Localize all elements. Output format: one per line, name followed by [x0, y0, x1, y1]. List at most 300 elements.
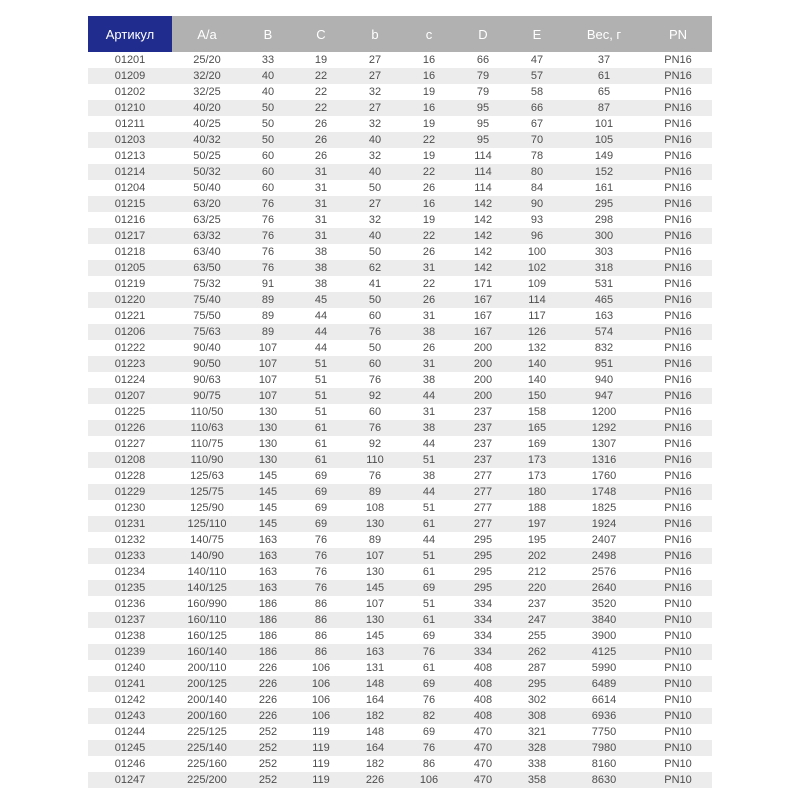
- cell: 200/110: [187, 662, 227, 674]
- cell: 163: [594, 310, 614, 322]
- cell: PN10: [664, 742, 692, 754]
- cell: 107: [258, 374, 278, 386]
- cell: 220: [527, 582, 547, 594]
- cell: 63/20: [193, 198, 221, 210]
- cell: 69: [422, 726, 436, 738]
- cell: 300: [594, 230, 614, 242]
- cell: 41: [368, 278, 382, 290]
- cell: 90: [530, 198, 544, 210]
- cell: 237: [473, 454, 493, 466]
- cell: 01245: [114, 742, 146, 754]
- cell: 1307: [591, 438, 617, 450]
- cell: 182: [365, 710, 385, 722]
- cell: 149: [594, 150, 614, 162]
- table-row: [88, 644, 712, 660]
- cell: 69: [422, 630, 436, 642]
- cell: 01237: [114, 614, 146, 626]
- cell: 38: [422, 422, 436, 434]
- cell: 91: [261, 278, 275, 290]
- cell: 160/990: [187, 598, 227, 610]
- cell: 96: [530, 230, 544, 242]
- table-row: [88, 212, 712, 228]
- cell: 951: [594, 358, 614, 370]
- cell: 01246: [114, 758, 146, 770]
- cell: 145: [258, 486, 278, 498]
- cell: 63/40: [193, 246, 221, 258]
- cell: 01243: [114, 710, 146, 722]
- cell: 318: [594, 262, 614, 274]
- cell: 164: [365, 742, 385, 754]
- cell: 22: [422, 134, 436, 146]
- cell: 140/75: [190, 534, 224, 546]
- cell: 69: [314, 486, 328, 498]
- cell: 186: [258, 630, 278, 642]
- cell: 25/20: [193, 54, 221, 66]
- cell: 33: [261, 54, 275, 66]
- cell: PN16: [664, 374, 692, 386]
- cell: 186: [258, 598, 278, 610]
- cell: 76: [314, 534, 328, 546]
- cell: 16: [422, 54, 436, 66]
- cell: 225/200: [187, 774, 227, 786]
- cell: 76: [261, 198, 275, 210]
- cell: 165: [527, 422, 547, 434]
- cell: 106: [311, 694, 331, 706]
- cell: 6614: [591, 694, 617, 706]
- cell: 142: [473, 230, 493, 242]
- cell: 86: [422, 758, 436, 770]
- cell: PN16: [664, 566, 692, 578]
- cell: 1292: [591, 422, 617, 434]
- cell: 90/63: [193, 374, 221, 386]
- cell: 247: [527, 614, 547, 626]
- cell: 47: [530, 54, 544, 66]
- cell: 408: [473, 710, 493, 722]
- cell: 01206: [114, 326, 146, 338]
- cell: 76: [314, 566, 328, 578]
- cell: 160/140: [187, 646, 227, 658]
- cell: 131: [365, 662, 385, 674]
- cell: 237: [527, 598, 547, 610]
- cell: 1825: [591, 502, 617, 514]
- cell: 334: [473, 614, 493, 626]
- col-header-C: C: [294, 16, 348, 52]
- cell: 95: [476, 118, 490, 130]
- cell: 40/32: [193, 134, 221, 146]
- cell: 298: [594, 214, 614, 226]
- cell: 67: [530, 118, 544, 130]
- cell: 197: [527, 518, 547, 530]
- cell: 130: [258, 438, 278, 450]
- cell: 164: [365, 694, 385, 706]
- cell: 38: [422, 326, 436, 338]
- table-row: [88, 516, 712, 532]
- cell: 574: [594, 326, 614, 338]
- cell: PN16: [664, 118, 692, 130]
- cell: 6936: [591, 710, 617, 722]
- cell: 106: [311, 678, 331, 690]
- cell: 51: [422, 502, 436, 514]
- cell: 2640: [591, 582, 617, 594]
- table-row: [88, 372, 712, 388]
- col-header-artikul: Артикул: [88, 16, 172, 52]
- cell: 126: [527, 326, 547, 338]
- cell: 5990: [591, 662, 617, 674]
- cell: 51: [422, 550, 436, 562]
- table-row: [88, 612, 712, 628]
- col-header-c: c: [402, 16, 456, 52]
- table-row: [88, 260, 712, 276]
- cell: 19: [314, 54, 328, 66]
- cell: 01207: [114, 390, 146, 402]
- cell: 3840: [591, 614, 617, 626]
- cell: 32/25: [193, 86, 221, 98]
- cell: 90/40: [193, 342, 221, 354]
- cell: 60: [261, 166, 275, 178]
- cell: 31: [422, 358, 436, 370]
- cell: 69: [314, 518, 328, 530]
- cell: 61: [422, 566, 436, 578]
- cell: 225/140: [187, 742, 227, 754]
- cell: 145: [258, 470, 278, 482]
- cell: 76: [261, 230, 275, 242]
- cell: 87: [597, 102, 611, 114]
- cell: PN16: [664, 262, 692, 274]
- cell: 117: [528, 310, 546, 322]
- col-header-D: D: [456, 16, 510, 52]
- cell: 60: [261, 182, 275, 194]
- table-row: [88, 84, 712, 100]
- cell: 69: [422, 582, 436, 594]
- cell: 26: [422, 342, 436, 354]
- table-row: [88, 436, 712, 452]
- cell: 01214: [114, 166, 146, 178]
- table-row: [88, 276, 712, 292]
- cell: 167: [473, 294, 493, 306]
- cell: 75/32: [193, 278, 221, 290]
- cell: 100: [527, 246, 547, 258]
- cell: 01204: [114, 182, 146, 194]
- cell: 152: [594, 166, 614, 178]
- cell: 51: [314, 406, 328, 418]
- cell: 01218: [114, 246, 146, 258]
- cell: PN16: [664, 486, 692, 498]
- cell: 1200: [591, 406, 617, 418]
- cell: 60: [368, 406, 382, 418]
- cell: 22: [314, 102, 328, 114]
- cell: 38: [314, 262, 328, 274]
- table-row: [88, 500, 712, 516]
- cell: 31: [314, 214, 328, 226]
- cell: 338: [527, 758, 547, 770]
- table-row: [88, 756, 712, 772]
- cell: 31: [422, 406, 436, 418]
- cell: 3900: [591, 630, 617, 642]
- cell: 145: [365, 582, 385, 594]
- cell: 69: [422, 678, 436, 690]
- cell: 308: [527, 710, 547, 722]
- cell: 01213: [114, 150, 146, 162]
- cell: 26: [422, 294, 436, 306]
- cell: 61: [314, 454, 328, 466]
- cell: 61: [597, 70, 611, 82]
- cell: 31: [422, 310, 436, 322]
- cell: 40: [368, 134, 382, 146]
- cell: 50: [368, 342, 382, 354]
- cell: 63/25: [193, 214, 221, 226]
- cell: 01232: [114, 534, 146, 546]
- cell: 79: [476, 70, 490, 82]
- cell: PN16: [664, 70, 692, 82]
- cell: 22: [422, 166, 436, 178]
- cell: 01247: [114, 774, 146, 786]
- cell: PN16: [664, 470, 692, 482]
- cell: 38: [422, 470, 436, 482]
- cell: 44: [422, 390, 436, 402]
- cell: 408: [473, 694, 493, 706]
- cell: 163: [365, 646, 385, 658]
- cell: 226: [258, 694, 278, 706]
- table-row: [88, 292, 712, 308]
- cell: 107: [258, 342, 278, 354]
- cell: PN16: [664, 182, 692, 194]
- cell: 130: [258, 422, 278, 434]
- cell: 01201: [114, 54, 146, 66]
- cell: 130: [365, 614, 385, 626]
- cell: 01227: [114, 438, 146, 450]
- col-header-weight: Вес, г: [564, 16, 644, 52]
- cell: 76: [261, 246, 275, 258]
- cell: 32: [368, 214, 382, 226]
- cell: 130: [258, 406, 278, 418]
- cell: 01230: [114, 502, 146, 514]
- cell: 01216: [114, 214, 146, 226]
- cell: 61: [314, 438, 328, 450]
- table-header: [88, 16, 712, 52]
- cell: 66: [476, 54, 490, 66]
- cell: 01221: [114, 310, 146, 322]
- cell: 125/75: [190, 486, 224, 498]
- cell: 160/110: [187, 614, 227, 626]
- cell: 01228: [114, 470, 146, 482]
- cell: 44: [314, 342, 328, 354]
- cell: PN16: [664, 358, 692, 370]
- cell: 90/75: [193, 390, 221, 402]
- cell: 92: [368, 390, 382, 402]
- cell: 50: [261, 134, 275, 146]
- cell: PN16: [664, 438, 692, 450]
- cell: 01233: [114, 550, 146, 562]
- cell: 334: [473, 598, 493, 610]
- cell: 106: [311, 710, 331, 722]
- cell: 163: [258, 534, 278, 546]
- table-row: [88, 340, 712, 356]
- cell: 86: [314, 614, 328, 626]
- cell: PN16: [664, 342, 692, 354]
- cell: PN16: [664, 582, 692, 594]
- cell: 76: [314, 550, 328, 562]
- cell: 186: [258, 614, 278, 626]
- cell: 226: [258, 662, 278, 674]
- cell: 22: [422, 278, 436, 290]
- cell: 252: [258, 774, 278, 786]
- cell: 75/63: [193, 326, 221, 338]
- cell: 26: [314, 118, 328, 130]
- cell: 22: [314, 70, 328, 82]
- cell: 167: [473, 326, 493, 338]
- cell: 408: [473, 678, 493, 690]
- cell: 277: [473, 486, 493, 498]
- cell: 76: [368, 374, 382, 386]
- cell: PN16: [664, 422, 692, 434]
- cell: 130: [365, 566, 385, 578]
- cell: 27: [368, 54, 382, 66]
- table-body: [88, 52, 712, 788]
- cell: 107: [258, 358, 278, 370]
- cell: 40: [368, 166, 382, 178]
- cell: 142: [473, 246, 493, 258]
- product-dimensions-table-container: [88, 16, 712, 788]
- cell: 161: [594, 182, 614, 194]
- cell: 140/110: [187, 566, 227, 578]
- cell: 61: [422, 662, 436, 674]
- cell: 27: [368, 198, 382, 210]
- cell: PN16: [664, 166, 692, 178]
- table-row: [88, 244, 712, 260]
- cell: 65: [597, 86, 611, 98]
- cell: 89: [368, 486, 382, 498]
- cell: 60: [368, 358, 382, 370]
- table-row: [88, 564, 712, 580]
- cell: 38: [314, 278, 328, 290]
- product-dimensions-table: [88, 16, 712, 788]
- cell: 79: [476, 86, 490, 98]
- cell: 237: [473, 438, 493, 450]
- cell: 19: [422, 86, 436, 98]
- cell: 408: [473, 662, 493, 674]
- table-row: [88, 228, 712, 244]
- cell: 84: [530, 182, 544, 194]
- cell: 51: [314, 358, 328, 370]
- cell: 287: [527, 662, 547, 674]
- cell: 125/63: [190, 470, 224, 482]
- cell: 44: [422, 438, 436, 450]
- table-row: [88, 692, 712, 708]
- cell: 169: [527, 438, 547, 450]
- cell: PN16: [664, 86, 692, 98]
- cell: PN16: [664, 230, 692, 242]
- cell: 167: [473, 310, 493, 322]
- cell: 163: [258, 550, 278, 562]
- cell: 470: [473, 758, 493, 770]
- cell: 27: [368, 70, 382, 82]
- cell: 252: [258, 742, 278, 754]
- cell: PN16: [664, 310, 692, 322]
- cell: 38: [314, 246, 328, 258]
- table-row: [88, 740, 712, 756]
- cell: 01234: [114, 566, 146, 578]
- cell: 114: [474, 182, 492, 194]
- cell: 7750: [591, 726, 617, 738]
- cell: 226: [258, 678, 278, 690]
- table-row: [88, 580, 712, 596]
- table-row: [88, 52, 712, 68]
- cell: 69: [314, 470, 328, 482]
- cell: 26: [422, 246, 436, 258]
- cell: 7980: [591, 742, 617, 754]
- cell: 110/50: [190, 406, 224, 418]
- table-row: [88, 548, 712, 564]
- cell: 182: [365, 758, 385, 770]
- cell: PN10: [664, 614, 692, 626]
- cell: 188: [527, 502, 547, 514]
- cell: 31: [314, 182, 328, 194]
- cell: 107: [365, 598, 385, 610]
- cell: 26: [314, 150, 328, 162]
- cell: 171: [473, 278, 493, 290]
- cell: 86: [314, 630, 328, 642]
- cell: 2407: [591, 534, 617, 546]
- cell: 148: [365, 678, 385, 690]
- cell: PN16: [664, 150, 692, 162]
- cell: 38: [422, 374, 436, 386]
- cell: 76: [422, 646, 436, 658]
- cell: 145: [365, 630, 385, 642]
- cell: 303: [594, 246, 614, 258]
- col-header-b: b: [348, 16, 402, 52]
- cell: 105: [594, 134, 614, 146]
- cell: 2576: [591, 566, 617, 578]
- table-row: [88, 68, 712, 84]
- cell: 4125: [591, 646, 617, 658]
- cell: 328: [527, 742, 547, 754]
- cell: 86: [314, 598, 328, 610]
- cell: 19: [422, 214, 436, 226]
- cell: 334: [473, 630, 493, 642]
- cell: 61: [314, 422, 328, 434]
- cell: 195: [527, 534, 547, 546]
- cell: 295: [473, 534, 493, 546]
- cell: 01229: [114, 486, 146, 498]
- cell: 01217: [114, 230, 146, 242]
- cell: 295: [594, 198, 614, 210]
- cell: 60: [368, 310, 382, 322]
- cell: 82: [422, 710, 436, 722]
- cell: 50: [261, 118, 275, 130]
- cell: 237: [473, 406, 493, 418]
- cell: PN16: [664, 198, 692, 210]
- cell: PN10: [664, 678, 692, 690]
- cell: 110/90: [190, 454, 224, 466]
- cell: 44: [314, 310, 328, 322]
- cell: 95: [476, 102, 490, 114]
- cell: 01205: [114, 262, 146, 274]
- cell: 01215: [114, 198, 146, 210]
- cell: 225/125: [187, 726, 227, 738]
- header-row: [88, 16, 712, 52]
- cell: 145: [258, 518, 278, 530]
- cell: 86: [314, 646, 328, 658]
- cell: 40/25: [193, 118, 221, 130]
- cell: 16: [422, 198, 436, 210]
- cell: PN16: [664, 246, 692, 258]
- cell: 940: [594, 374, 614, 386]
- cell: 50: [368, 182, 382, 194]
- cell: PN10: [664, 646, 692, 658]
- cell: 110: [366, 454, 384, 466]
- cell: 63/32: [193, 230, 221, 242]
- cell: 108: [365, 502, 385, 514]
